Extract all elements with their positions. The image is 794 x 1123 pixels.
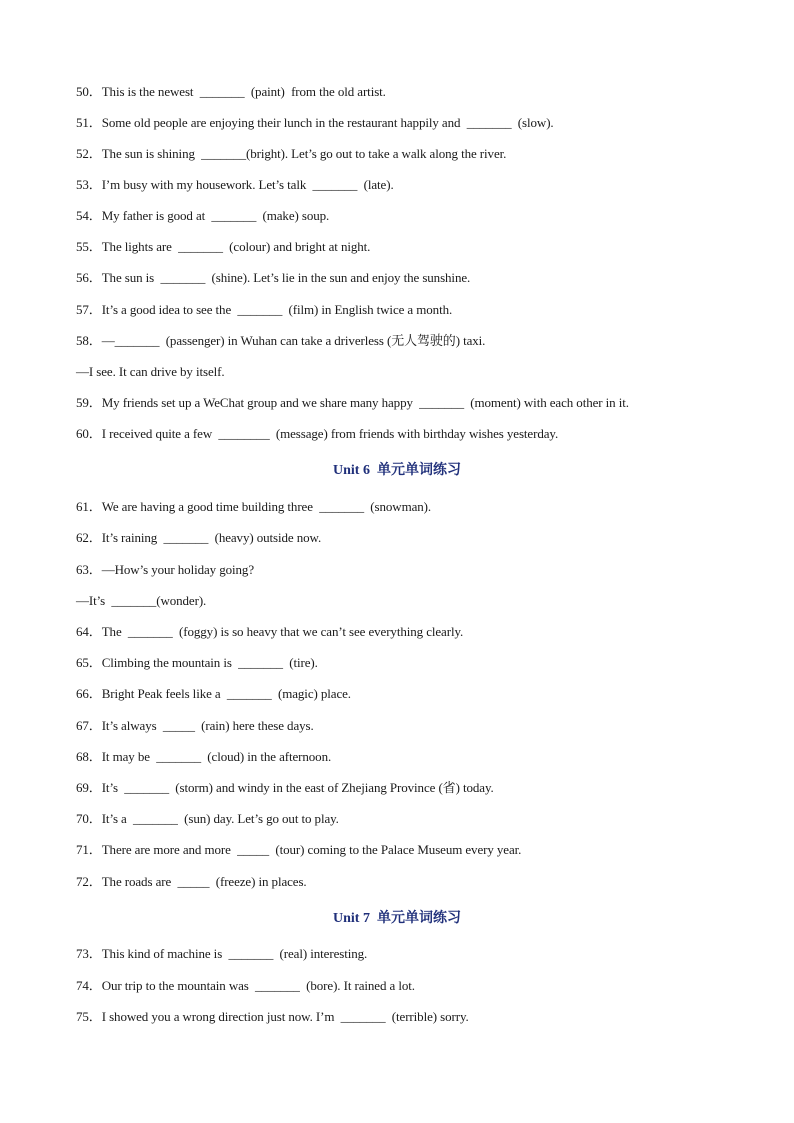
exercise-item-61: 61．We are having a good time building three _______ (snowman).	[76, 499, 432, 514]
exercise-item-70: 70．It’s a _______ (sun) day. Let’s go out to play.	[76, 811, 339, 826]
exercise-item-55: 55．The lights are _______ (colour) and bright at night.	[76, 239, 371, 254]
exercise-item-63-reply: —It’s _______(wonder).	[76, 593, 207, 608]
exercise-item-71: 71．There are more and more _____ (tour) coming to the Palace Museum every year.	[76, 842, 522, 857]
exercise-item-74: 74．Our trip to the mountain was _______ (bore). It rained a lot.	[76, 978, 415, 993]
exercise-item-75: 75．I showed you a wrong direction just now. I’m _______ (terrible) sorry.	[76, 1009, 469, 1024]
exercise-item-50: 50．This is the newest _______ (paint) from the old artist.	[76, 84, 386, 99]
exercise-item-67: 67．It’s always _____ (rain) here these days.	[76, 718, 314, 733]
exercise-item-53: 53．I’m busy with my housework. Let’s talk _______ (late).	[76, 177, 394, 192]
exercise-item-65: 65．Climbing the mountain is _______ (tire).	[76, 655, 318, 670]
exercise-item-51: 51．Some old people are enjoying their lunch in the restaurant happily and _______ (slow).	[76, 115, 554, 130]
exercise-item-57: 57．It’s a good idea to see the _______ (film) in English twice a month.	[76, 302, 453, 317]
exercise-item-58-reply: —I see. It can drive by itself.	[76, 364, 225, 379]
exercise-item-69: 69．It’s _______ (storm) and windy in the east of Zhejiang Province (省) today.	[76, 780, 494, 795]
exercise-item-59: 59．My friends set up a WeChat group and we share many happy _______ (moment) with each other in it.	[76, 395, 629, 410]
exercise-item-58: 58．—_______ (passenger) in Wuhan can take a driverless (无人驾驶的) taxi.	[76, 333, 486, 348]
exercise-item-64: 64．The _______ (foggy) is so heavy that we can’t see everything clearly.	[76, 624, 464, 639]
exercise-item-66: 66．Bright Peak feels like a _______ (magic) place.	[76, 686, 351, 701]
exercise-item-62: 62．It’s raining _______ (heavy) outside now.	[76, 530, 322, 545]
exercise-item-73: 73．This kind of machine is _______ (real) interesting.	[76, 946, 368, 961]
exercise-item-54: 54．My father is good at _______ (make) soup.	[76, 208, 330, 223]
exercise-item-56: 56．The sun is _______ (shine). Let’s lie in the sun and enjoy the sunshine.	[76, 270, 471, 285]
exercise-item-72: 72．The roads are _____ (freeze) in places.	[76, 874, 307, 889]
exercise-item-68: 68．It may be _______ (cloud) in the afternoon.	[76, 749, 332, 764]
exercise-item-60: 60．I received quite a few ________ (message) from friends with birthday wishes yesterday.	[76, 426, 559, 441]
exercise-item-63: 63．—How’s your holiday going?	[76, 562, 255, 577]
unit-7-heading: Unit 7 单元单词练习	[333, 911, 461, 926]
unit-6-heading: Unit 6 单元单词练习	[333, 463, 461, 478]
exercise-item-52: 52．The sun is shining _______(bright). Let’s go out to take a walk along the river.	[76, 146, 507, 161]
